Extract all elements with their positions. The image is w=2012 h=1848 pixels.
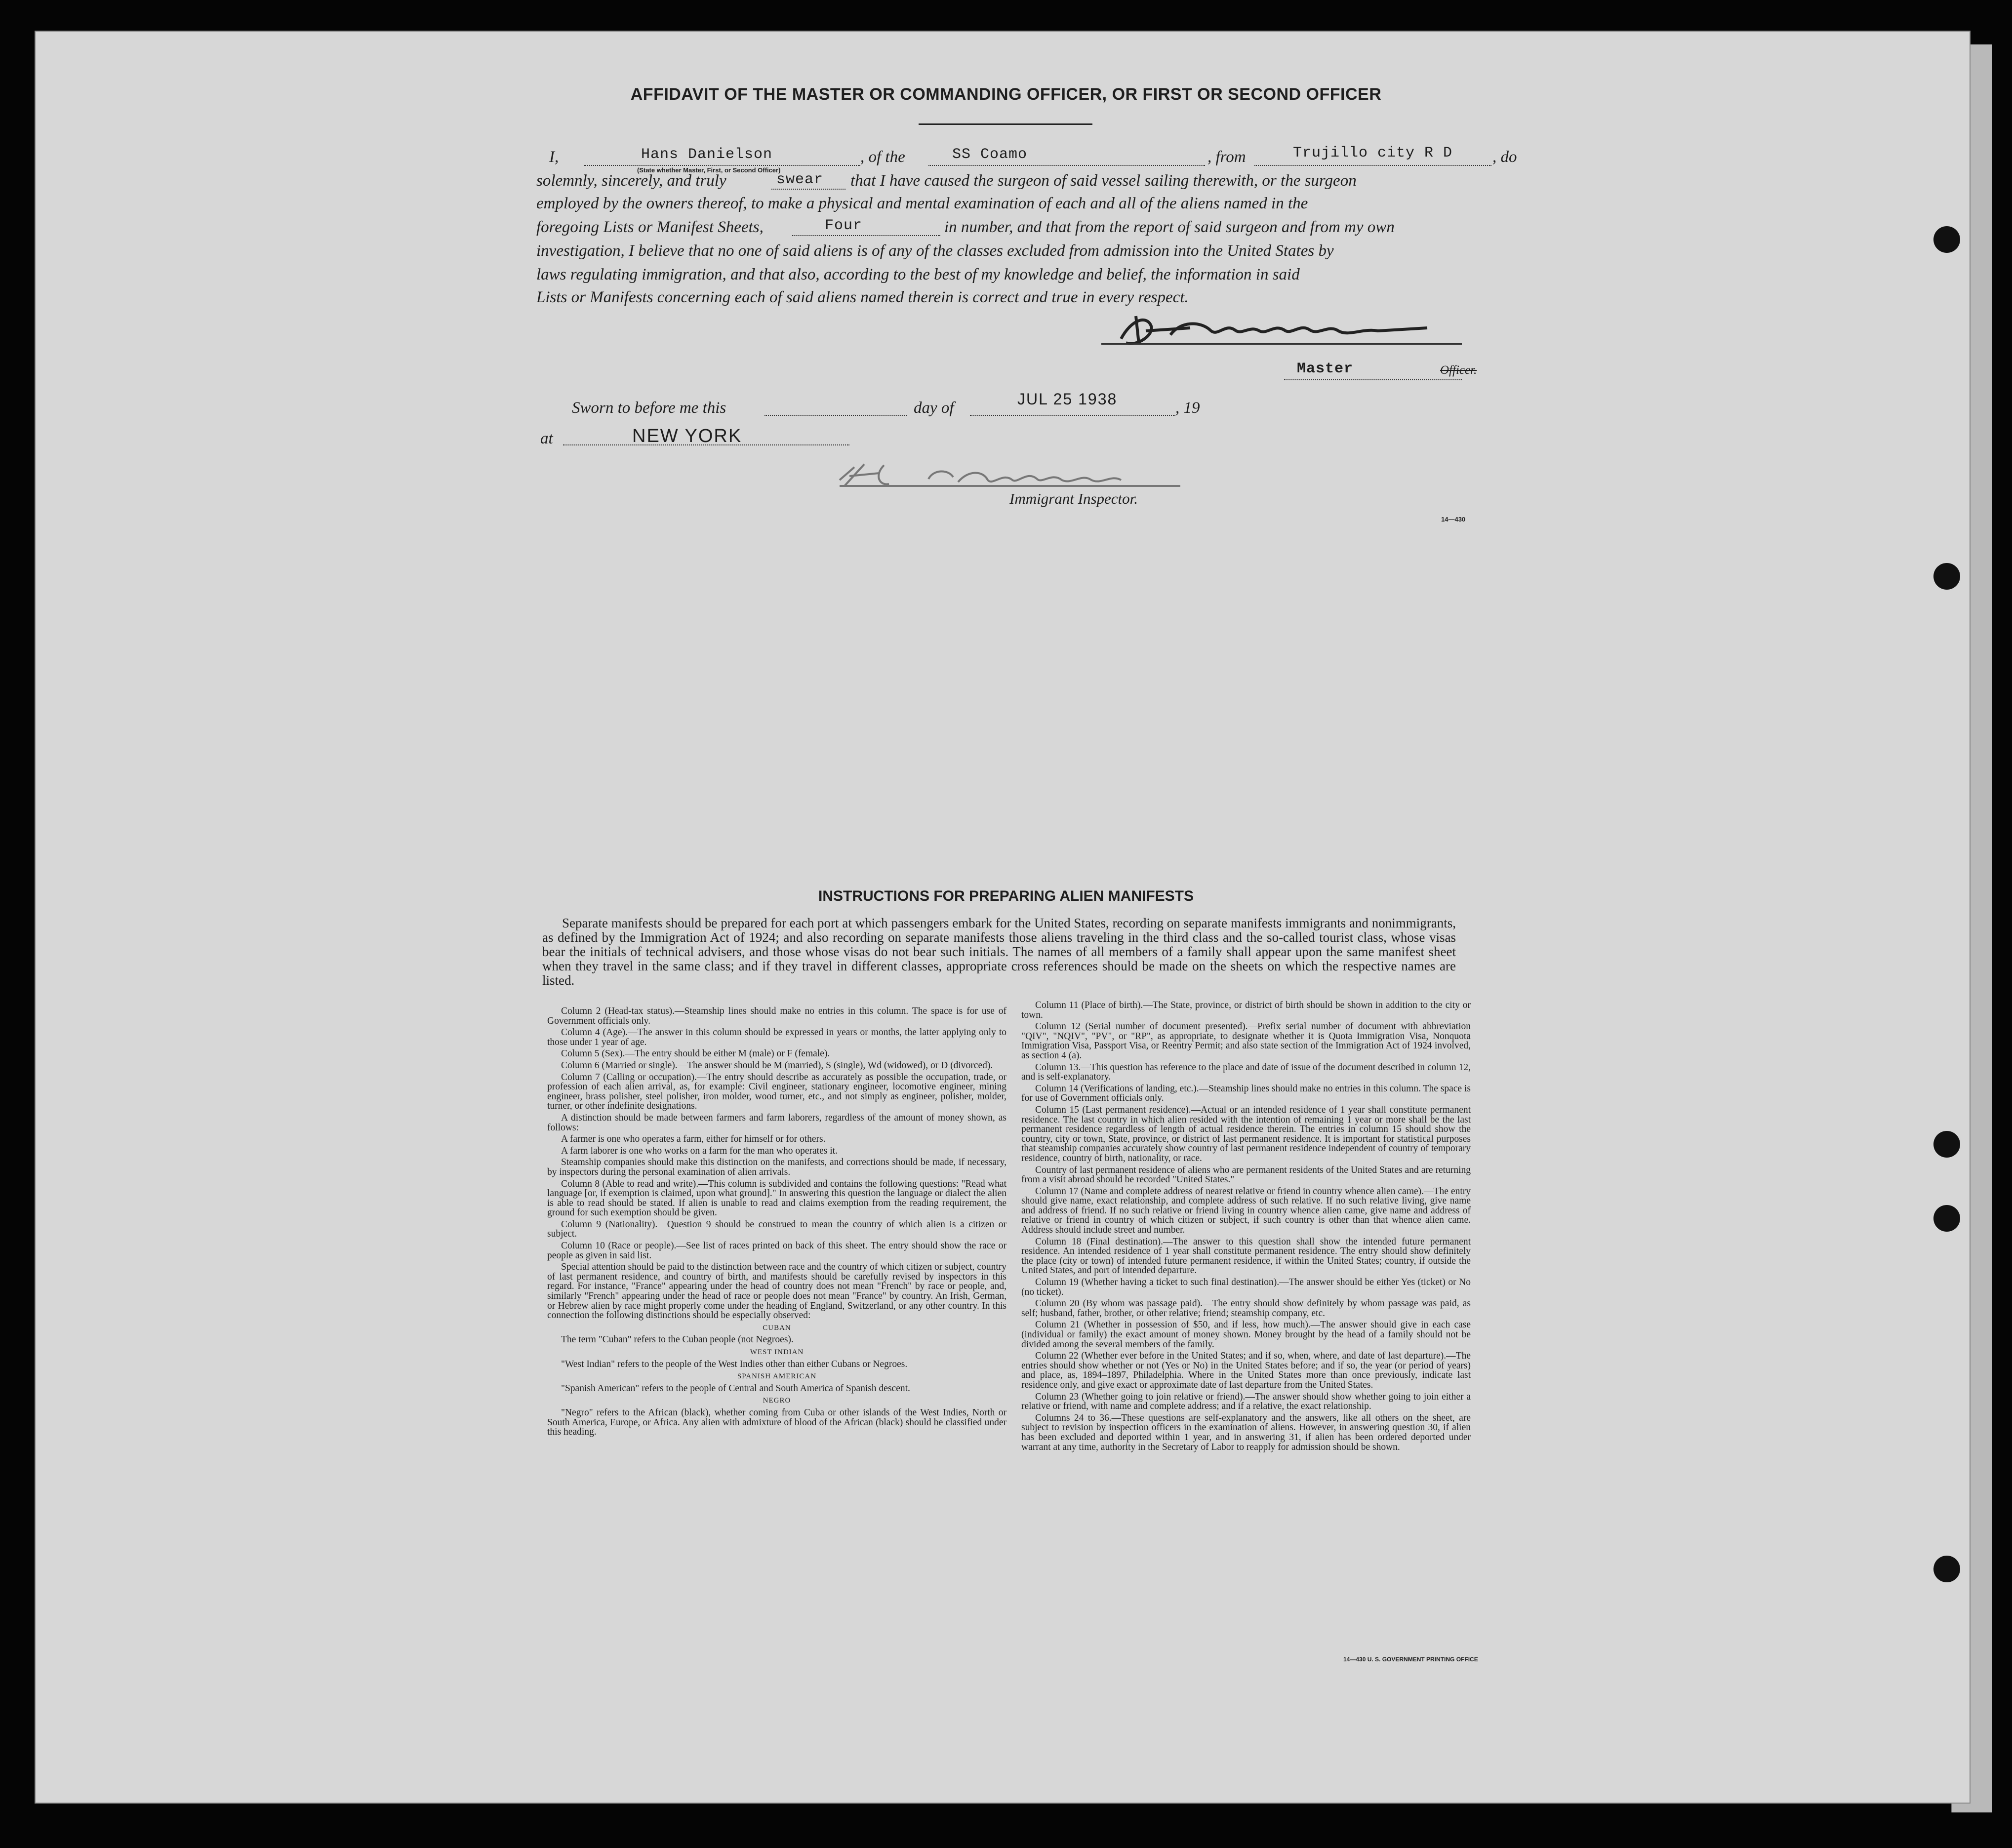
instructions-left-column [547,1006,1006,1666]
intro-paragraph: Separate manifests should be prepared for each port at which passengers embark for the United States, recording on separate manifests immigrants and nonimmigrants, as defined by the Immigration Act of 1924; and also recording on separate manifests those aliens traveling in the third class and the so-called tourist class, whose visas bear the initials of technical advisers, and those whose visas do not bear such initials. The names of all members of a family shall appear upon the same manifest sheet when they travel in the same class; and if they travel in different classes, appropriate cross references should be made on the sheets on which the respective names are listed. [542,916,1456,988]
of-the-label: , of the [860,148,905,166]
name-caption: (State whether Master, First, or Second Officer) [637,166,781,174]
instruction-paragraph: Column 9 (Nationality).—Question 9 should be construed to mean the country of which alien is a citizen or subject. [547,1219,1006,1240]
affidavit-line2-post: that I have caused the surgeon of said vessel sailing therewith, or the surgeon [850,172,1357,190]
binder-hole [1933,563,1960,590]
sworn-place: NEW YORK [632,426,742,446]
race-definition: "Negro" refers to the African (black), whether coming from Cuba or other islands of the West Indies, North or South America, Europe, or Africa. Any alien with admixture of blood of the African (black) should be classified under this heading. [547,1407,1006,1438]
printing-office-footer: 14—430 U. S. GOVERNMENT PRINTING OFFICE [1343,1656,1478,1663]
instruction-paragraph: Column 6 (Married or single).—The answer should be M (married), S (single), Wd (widowed), or D (divorced). [561,1060,993,1071]
ship-line [928,165,1205,166]
instruction-paragraph: Column 12 (Serial number of document presented).—Prefix serial number of document with abbreviation "QIV", "NQIV", "PV", or "RP", as appropriate, to designate whether it is Quota Immigration Visa, Nonquota Immigration Visa, Passport Visa, or Reentry Permit; and also state section of the Immigration Act of 1924 involved, as section 4 (a). [1021,1021,1471,1061]
name-line [584,165,860,166]
instructions-title: INSTRUCTIONS FOR PREPARING ALIEN MANIFESTS [818,888,1194,904]
affidavit-title: AFFIDAVIT OF THE MASTER OR COMMANDING OFFICER, OR FIRST OR SECOND OFFICER [630,85,1382,104]
departure-port: Trujillo city R D [1293,145,1453,161]
instruction-paragraph: Steamship companies should make this distinction on the manifests, and corrections should be made, if necessary, by inspectors during the personal examination of alien arrivals. [547,1157,1006,1177]
year-prefix: , 19 [1175,399,1200,417]
binder-hole [1933,226,1960,253]
affidavit-line4-pre: foregoing Lists or Manifest Sheets, [536,218,764,236]
instruction-paragraph: Columns 24 to 36.—These questions are self-explanatory and the answers, like all others on the sheet, are subject to revision by inspection officers in the examination of aliens. However, in answering question 30, if alien has been excluded and deported within 1 year, and in answering 31, if alien has been ordered deported under warrant at any time, authority in the Secretary of Labor to reapply for admission should be shown. [1021,1412,1471,1452]
race-definition: The term "Cuban" refers to the Cuban people (not Negroes). [561,1334,794,1345]
affidavit-line2-pre: solemnly, sincerely, and truly [536,172,726,190]
instruction-paragraph: Column 2 (Head-tax status).—Steamship lines should make no entries in this column. The space is for use of Government officials only. [547,1006,1006,1026]
instruction-paragraph: Column 10 (Race or people).—See list of races printed on back of this sheet. The entry should show the race or people as given in said list. [547,1241,1006,1261]
officer-label: Officer. [1440,363,1477,377]
race-heading: WEST INDIAN [750,1348,804,1356]
instruction-paragraph: Column 19 (Whether having a ticket to such final destination).—The answer should be either Yes (ticket) or No (no ticket). [1021,1277,1471,1297]
ship-name: SS Coamo [952,146,1028,163]
binder-hole [1933,1205,1960,1232]
instruction-paragraph: Column 22 (Whether ever before in the United States; and if so, when, where, and date of last departure).—The entries should show whether or not (Yes or No) in the United States before; and if so, the year (or period of years) and place, as, 1894–1897, Philadelphia. Where in the United States more than once previously, indicate last residence only, and give exact or approximate date of last departure from the United States. [1021,1351,1471,1390]
instruction-paragraph: Column 20 (By whom was passage paid).—The entry should show definitely by whom passage was paid, as self; husband, father, brother, or other relative; friend; steamship company, etc. [1021,1298,1471,1319]
affidavit-i: I, [549,148,559,166]
rank-line [1284,379,1462,380]
from-label: , from [1207,148,1246,166]
affidavit-line4-post: in number, and that from the report of said surgeon and from my own [944,218,1395,236]
inspector-caption: Immigrant Inspector. [1009,490,1138,507]
inspector-signature [835,460,1190,490]
binder-hole [1933,1556,1960,1582]
binder-hole [1933,1131,1960,1158]
instruction-paragraph: Column 14 (Verifications of landing, etc.).—Steamship lines should make no entries in this column. The space is for use of Government officials only. [1021,1083,1471,1104]
sworn-day-line [765,415,907,416]
race-heading: NEGRO [763,1397,791,1405]
instruction-paragraph: Column 4 (Age).—The answer in this column should be expressed in years or months, the latter applying only to those under 1 year of age. [547,1027,1006,1047]
instruction-paragraph: Column 15 (Last permanent residence).—Actual or an intended residence of 1 year shall constitute permanent residence. The last country in which alien resided with the intention of remaining 1 year or more shall be the last permanent residence regardless of length of actual residence therein. The entries in column 15 should show the country, city or town, State, province, or district of last permanent residence. It is important for statistical purposes that steamship companies accurately show country of last permanent residence independent of country of temporary residence, country of birth, nationality, or race. [1021,1104,1471,1164]
oath-word: swear [776,171,824,188]
instruction-paragraph: Column 5 (Sex).—The entry should be either M (male) or F (female). [561,1048,830,1059]
do-label: , do [1492,148,1517,166]
master-name: Hans Danielson [641,146,773,163]
date-stamp: JUL 25 1938 [1017,390,1118,408]
instruction-paragraph: Country of last permanent residence of aliens who are permanent residents of the United States and are returning from a visit abroad should be recorded "United States." [1021,1165,1471,1185]
sworn-date-line [970,415,1175,416]
instruction-paragraph: Column 13.—This question has reference to the place and date of issue of the document described in column 12, and is self-explanatory. [1021,1062,1471,1083]
instruction-paragraph: Column 11 (Place of birth).—The State, province, or district of birth should be shown in addition to the city or town. [1021,1001,1471,1020]
master-rank: Master [1297,361,1354,377]
affidavit-line3: employed by the owners thereof, to make a physical and mental examination of each and all of the aliens named in the [536,195,1308,212]
instruction-paragraph: Column 8 (Able to read and write).—This column is subdivided and contains the following questions: "Read what language [or, if exemption is claimed, upon what ground]." In answering this question the language or dialect the alien is able to read should be stated. If alien is unable to read and claims exemption from the reading requirement, the ground for such exemption should be given. [547,1178,1006,1218]
instructions-right-column [1021,1001,1471,1652]
affidavit-line6: laws regulating immigration, and that also, according to the best of my knowledge and belief, the information in said [536,266,1300,283]
sworn-label: Sworn to before me this [572,399,726,417]
instruction-paragraph: A farm laborer is one who works on a farm for the man who operates it. [561,1145,838,1156]
instruction-paragraph: Special attention should be paid to the distinction between race and the country of which citizen or subject, country of last permanent residence, and country of birth, and manifests should be carefully revised by inspectors in this regard. For instance, "France" appearing under the head of country does not mean "French" by race or people, and, similarly "French" appearing under the head of race or people does not mean "France" by country. An Irish, German, or Hebrew alien by race might properly come under the heading of England, Switzerland, or any other country. In this connection the following distinctions should be especially observed: [547,1262,1006,1321]
instructions-intro [542,916,1456,988]
instruction-paragraph: Column 18 (Final destination).—The answer to this question shall show the intended future permanent residence. An intended residence of 1 year shall constitute permanent residence. The entry should show definitely the place (city or town) of intended future permanent residence, if within the United States; country, if outside the United States, and port of intended departure. [1021,1236,1471,1276]
signature-line [1101,343,1462,345]
port-line [1254,165,1491,166]
affidavit-line5: investigation, I believe that no one of said aliens is of any of the classes excluded from admission into the United States by [536,242,1334,260]
instruction-paragraph: Column 21 (Whether in possession of $50, and if less, how much).—The answer should give in each case (individual or family) the exact amount of money shown. Money brought by the head of a family should not be divided among the several members of the family. [1021,1320,1471,1350]
instruction-paragraph: Column 17 (Name and complete address of nearest relative or friend in country whence alien came).—The entry should give name, exact relationship, and complete address of such relative. If no such relative living, give name and address of friend. If no such relative or friend living in country whence alien came, give name and address of relative or friend in country of which citizen or subject, if such country is other than that whence alien came. Address should include street and number. [1021,1186,1471,1236]
at-label: at [540,430,553,447]
race-definition: "Spanish American" refers to the people of Central and South America of Spanish descent. [561,1383,910,1394]
race-heading: CUBAN [763,1324,791,1332]
instruction-paragraph: A distinction should be made between farmers and farm laborers, regardless of the amount of money shown, as follows: [547,1112,1006,1133]
oath-line [771,189,845,190]
race-heading: SPANISH AMERICAN [737,1372,817,1381]
instruction-paragraph: Column 7 (Calling or occupation).—The entry should describe as accurately as possible the occupation, trade, or profession of each alien arrival, as, for example: Civil engineer, stationary engineer, locomotive engineer, mining engineer, brass polisher, steel polisher, iron molder, wood turner, etc., and not simply as engineer, polisher, molder, turner, or other indefinite designations. [547,1072,1006,1112]
affidavit-line7: Lists or Manifests concerning each of said aliens named therein is correct and true in every respect. [536,288,1189,306]
title-underline [919,123,1092,125]
day-of-label: day of [914,399,954,417]
instruction-paragraph: Column 23 (Whether going to join relative or friend).—The answer should show whether going to join either a relative or friend, with name and complete address; and if a relative, the exact relationship. [1021,1391,1471,1412]
form-number: 14—430 [1441,516,1466,523]
race-definition: "West Indian" refers to the people of the West Indies other than either Cubans or Negroes. [561,1359,908,1369]
sheet-count: Four [825,217,863,234]
instruction-paragraph: A farmer is one who operates a farm, either for himself or for others. [561,1134,826,1145]
count-line [792,235,940,236]
